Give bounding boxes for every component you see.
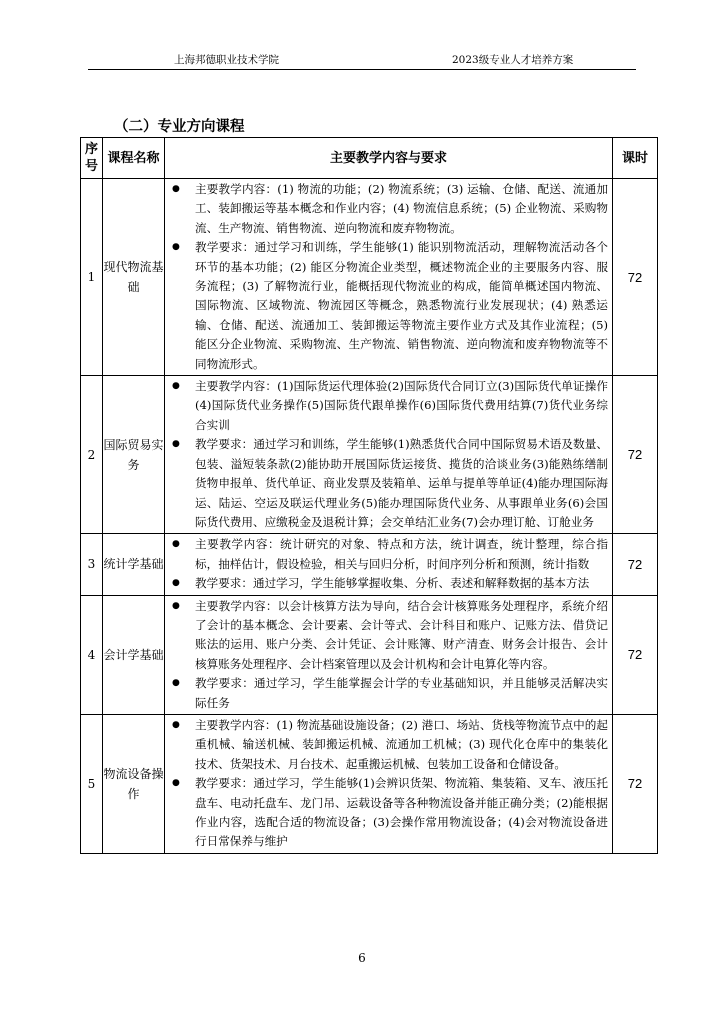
page-header bbox=[88, 50, 636, 66]
column-header-content: 主要教学内容与要求 bbox=[165, 138, 613, 179]
column-header-seq: 序号 bbox=[81, 138, 103, 179]
bullet-icon: ● bbox=[172, 578, 180, 589]
content-bullet bbox=[167, 180, 608, 238]
course-name: 统计学基础 bbox=[103, 534, 165, 595]
content-bullet bbox=[167, 377, 608, 435]
course-description bbox=[165, 376, 613, 534]
bullet-icon: ● bbox=[172, 678, 180, 689]
teaching-content: 主要教学内容：统计研究的对象、特点和方法，统计调查，统计整理，综合指标，抽样估计，假设检验，相关与回归分析，时间序列分析和预测，统计指数 bbox=[195, 537, 608, 571]
course-name: 物流设备操作 bbox=[103, 714, 165, 853]
course-description bbox=[165, 714, 613, 853]
bullet-icon: ● bbox=[172, 439, 180, 450]
table-row bbox=[81, 179, 658, 376]
content-bullet bbox=[167, 535, 608, 574]
course-description bbox=[165, 534, 613, 595]
course-table bbox=[80, 137, 658, 854]
table-row bbox=[81, 376, 658, 534]
teaching-requirement: 教学要求：通过学习，学生能掌握会计学的专业基础知识，并且能够灵活解决实际任务 bbox=[195, 676, 608, 710]
course-name: 会计学基础 bbox=[103, 595, 165, 714]
bullet-icon: ● bbox=[172, 778, 180, 789]
bullet-icon: ● bbox=[172, 719, 180, 730]
course-name: 现代物流基础 bbox=[103, 179, 165, 376]
bullet-icon: ● bbox=[172, 539, 180, 550]
teaching-requirement: 教学要求：通过学习和训练，学生能够(1) 能识别物流活动，理解物流活动各个环节的基本功能；(2) 能区分物流企业类型，概述物流企业的主要服务内容、服务流程；(3) 了解物流行业，能概括现代物流业的构成，能简单概述国内物流、国际物流、区域物流、物流园区等概念，熟悉物流行业发展现状；(4) 熟悉运输、仓储、配送、流通加工、装卸搬运等物流主要作业方式及其作业流程；(5) 能区分企业物流、采购物流、生产物流、销售物流、逆向物流和废弃物物流等不同物流形式。 bbox=[195, 240, 608, 371]
table-header-row bbox=[81, 138, 658, 179]
course-hours: 72 bbox=[613, 714, 658, 853]
requirement-bullet bbox=[167, 435, 608, 532]
teaching-content: 主要教学内容：(1) 物流基础设施设备；(2) 港口、场站、货栈等物流节点中的起重机械、输送机械、装卸搬运机械、流通加工机械；(3) 现代化仓库中的集装化技术、货架技术、月台技术、起重搬运机械、包装加工设备和仓储设备。 bbox=[195, 717, 608, 771]
course-hours: 72 bbox=[613, 595, 658, 714]
header-document-title: 2023级专业人才培养方案 bbox=[452, 54, 574, 66]
course-hours: 72 bbox=[613, 179, 658, 376]
teaching-requirement: 教学要求：通过学习，学生能够掌握收集、分析、表述和解释数据的基本方法 bbox=[195, 576, 590, 591]
bullet-icon: ● bbox=[172, 184, 180, 194]
requirement-bullet bbox=[167, 674, 608, 713]
bullet-icon: ● bbox=[172, 600, 180, 611]
teaching-content: 主要教学内容：以会计核算方法为导向，结合会计核算账务处理程序，系统介绍了会计的基本概念、会计要素、会计等式、会计科目和账户、记账方法、借贷记账法的运用、账户分类、会计凭证、会计账簿、财产清查、财务会计报告、会计核算账务处理程序、会计档案管理以及会计机构和会计电算化等内容。 bbox=[195, 598, 608, 671]
requirement-bullet bbox=[167, 574, 608, 593]
course-description bbox=[165, 595, 613, 714]
row-number: 5 bbox=[81, 714, 103, 853]
table-row bbox=[81, 595, 658, 714]
column-header-hours: 课时 bbox=[613, 138, 658, 179]
teaching-requirement: 教学要求：通过学习，学生能够(1)会辨识货架、物流箱、集装箱、叉车、液压托盘车、电动托盘车、龙门吊、运载设备等各种物流设备并能正确分类；(2)能根据作业内容，选配合适的物流设备；(3)会操作常用物流设备；(4)会对物流设备进行日常保养与维护 bbox=[195, 776, 608, 849]
requirement-bullet bbox=[167, 774, 608, 852]
bullet-icon: ● bbox=[172, 381, 180, 392]
table-row bbox=[81, 714, 658, 853]
column-header-name: 课程名称 bbox=[103, 138, 165, 179]
row-number: 3 bbox=[81, 534, 103, 595]
teaching-content: 主要教学内容：(1) 物流的功能；(2) 物流系统；(3) 运输、仓储、配送、流通加工、装卸搬运等基本概念和作业内容；(4) 物流信息系统；(5) 企业物流、采购物流、生产物流、销售物流、逆向物流和废弃物物流。 bbox=[195, 182, 608, 235]
course-hours: 72 bbox=[613, 534, 658, 595]
course-description bbox=[165, 179, 613, 376]
content-bullet bbox=[167, 716, 608, 774]
bullet-icon: ● bbox=[172, 242, 180, 253]
teaching-requirement: 教学要求：通过学习和训练，学生能够(1)熟悉货代合同中国际贸易术语及数量、包装、溢短装条款(2)能协助开展国际货运接货、揽货的洽谈业务(3)能熟练缮制货物申报单、货代单证、商业发票及装箱单、运单与提单等单证(4)能办理国际海运、陆运、空运及联运代理业务(5)能办理国际货代业务、从事跟单业务(6)会国际货代费用、应缴税金及退税计算；会交单结汇业务(7)会办理订舱、订舱业务 bbox=[195, 437, 608, 529]
header-school-name: 上海邦德职业技术学院 bbox=[174, 54, 279, 66]
header-rule bbox=[88, 69, 636, 70]
content-bullet bbox=[167, 597, 608, 675]
requirement-bullet bbox=[167, 238, 608, 374]
course-hours: 72 bbox=[613, 376, 658, 534]
table-row bbox=[81, 534, 658, 595]
row-number: 4 bbox=[81, 595, 103, 714]
section-title: （二）专业方向课程 bbox=[114, 119, 245, 135]
row-number: 2 bbox=[81, 376, 103, 534]
teaching-content: 主要教学内容：(1)国际货运代理体验(2)国际货代合同订立(3)国际货代单证操作(4)国际货代业务操作(5)国际货代跟单操作(6)国际货代费用结算(7)货代业务综合实训 bbox=[195, 379, 608, 432]
row-number: 1 bbox=[81, 179, 103, 376]
course-name: 国际贸易实务 bbox=[103, 376, 165, 534]
page-number: 6 bbox=[358, 951, 366, 965]
